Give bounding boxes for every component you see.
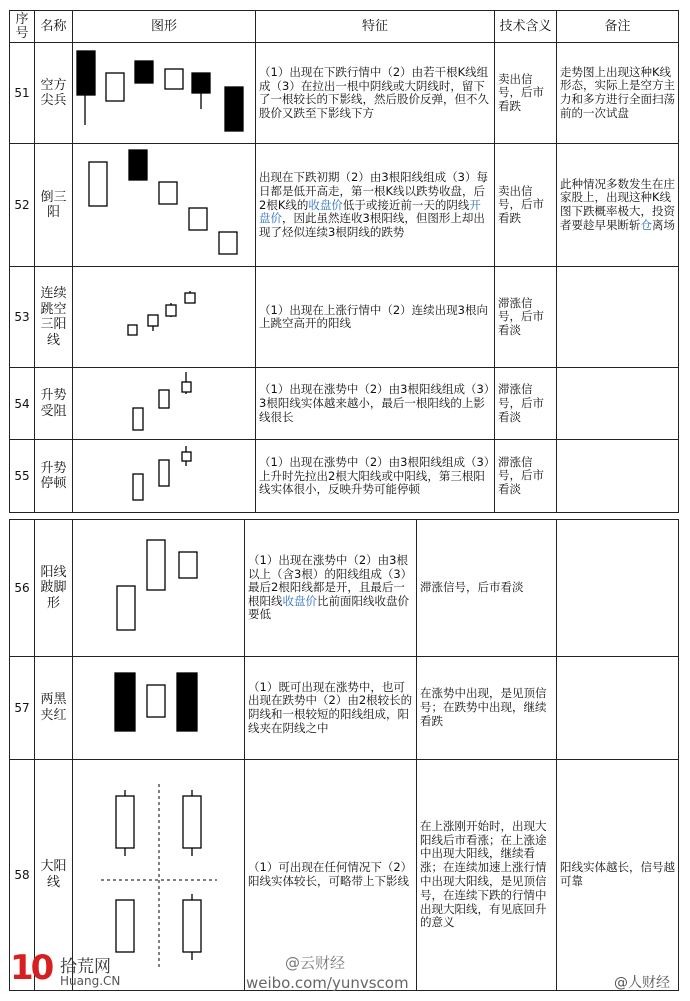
- row-num: 53: [10, 267, 35, 368]
- table-row: [10, 657, 679, 760]
- header-note: 备注: [557, 11, 679, 43]
- site-logo-name: 拾荒网: [60, 957, 111, 977]
- table-row: [10, 267, 679, 368]
- row-num: 57: [10, 657, 35, 760]
- row-feature: （1）既可出现在涨势中，也可出现在跌势中（2）由2根较长的阴线和一根较短的阳线组成，阳线夹在阴线之中: [245, 657, 417, 760]
- feature-text: ，因此虽然连收3根阳线，但图形上却出现了烃似连续3根阴线的跌势: [259, 211, 485, 239]
- row-note: [557, 267, 679, 368]
- kline-table-top: [9, 10, 679, 513]
- row-feature: [256, 144, 495, 267]
- feature-text: 比前面阳线收盘价要低: [248, 593, 409, 622]
- header-feature: 特征: [256, 11, 495, 43]
- table-row: [10, 520, 679, 657]
- weibo-url: weibo.com/yunvscom: [246, 974, 409, 992]
- table-row: [10, 43, 679, 144]
- row-name: 大阳线: [35, 760, 73, 991]
- header-num: 序号: [10, 11, 35, 43]
- note-text: 离场: [652, 218, 675, 233]
- corner-watermark: @人财经: [614, 975, 670, 991]
- link-close-price[interactable]: 收盘价: [282, 593, 317, 608]
- row-note: [557, 520, 679, 657]
- row-name: 空方尖兵: [35, 43, 73, 144]
- row-tech: 滞涨信号，后市看淡: [495, 440, 557, 513]
- row-name: 升势受阻: [35, 368, 73, 440]
- table-row: [10, 440, 679, 513]
- row-note: [557, 144, 679, 267]
- note-text: 此种情况多数发生在庄家股上，出现这种K线图下跌概率极大，投资者要趁早果断斩: [560, 176, 675, 233]
- weibo-handle: @云财经: [285, 954, 346, 972]
- row-num: 51: [10, 43, 35, 144]
- pattern-figure: [73, 657, 245, 760]
- pattern-figure: [73, 267, 256, 368]
- row-tech: 滞涨信号，后市看淡: [495, 267, 557, 368]
- row-note: 走势图上出现这种K线形态，实际上是空方主力和多方进行全面扫荡前的一次试盘: [557, 43, 679, 144]
- row-note: 阳线实体越长，信号越可靠: [557, 760, 679, 991]
- pattern-figure: [73, 440, 256, 513]
- row-name: 两黑夹红: [35, 657, 73, 760]
- row-num: 58: [10, 760, 35, 991]
- row-tech: 滞涨信号，后市看淡: [417, 520, 557, 657]
- candlestick-figure: [73, 43, 256, 143]
- row-tech: 卖出信号，后市看跌: [495, 144, 557, 267]
- candlestick-figure: [73, 267, 256, 367]
- row-feature: [245, 520, 417, 657]
- header-figure: 图形: [73, 11, 256, 43]
- table-row: [10, 368, 679, 440]
- pattern-figure: [73, 43, 256, 144]
- row-feature: （1）出现在下跌行情中（2）由若干根K线组成（3）在拉出一根中阴线或大阴线时，留下了一根较长的下影线，然后股价反弹，但不久股价又跌至下影线下方: [256, 43, 495, 144]
- row-tech: 卖出信号，后市看跌: [495, 43, 557, 144]
- row-feature: （1）出现在涨势中（2）由3根阳线组成（3）3根阳线实体越来越小，最后一根阳线的上影线很长: [256, 368, 495, 440]
- candlestick-figure: [73, 520, 245, 656]
- feature-text: 出现在下跌初期（2）由3根阳线组成（3）每日都是低开高走，第一根K线以跌势收盘，后2根K线的: [259, 170, 488, 212]
- header-name: 名称: [35, 11, 73, 43]
- candlestick-figure: [73, 368, 256, 439]
- row-num: 54: [10, 368, 35, 440]
- row-note: [557, 368, 679, 440]
- candlestick-figure: [73, 144, 256, 266]
- row-tech: 滞涨信号，后市看淡: [495, 368, 557, 440]
- table-row: [10, 144, 679, 267]
- kline-table-bottom: [9, 519, 679, 991]
- candlestick-figure: [73, 440, 256, 512]
- feature-text: 低于或接近前一天的阴线: [342, 197, 470, 212]
- row-tech: 在涨势中出现，是见顶信号；在跌势中出现，继续看跌: [417, 657, 557, 760]
- row-feature: （1）出现在上涨行情中（2）连续出现3根向上跳空高开的阳线: [256, 267, 495, 368]
- row-name: 阳线跛脚形: [35, 520, 73, 657]
- row-name: 倒三阳: [35, 144, 73, 267]
- link-position[interactable]: 仓: [640, 218, 652, 233]
- table-header: [10, 11, 679, 43]
- link-open-price[interactable]: 开盘价: [259, 197, 481, 226]
- site-logo: 10: [10, 948, 52, 988]
- link-close-price[interactable]: 收盘价: [308, 197, 343, 212]
- feature-text: （1）出现在涨势中（2）由3根以上（含3根）的阳线组成（3）最后2根阳线都是开，且最后一根阳线: [248, 553, 413, 608]
- pattern-figure: [73, 368, 256, 440]
- site-logo-domain: Huang.CN: [60, 974, 121, 988]
- row-num: 52: [10, 144, 35, 267]
- candlestick-figure: [73, 657, 245, 759]
- row-feature: （1）可出现在任何情况下（2）阳线实体较长，可略带上下影线: [245, 760, 417, 991]
- pattern-figure: [73, 520, 245, 657]
- row-num: 55: [10, 440, 35, 513]
- row-num: 56: [10, 520, 35, 657]
- row-feature: （1）出现在涨势中（2）由3根阳线组成（3）上升时先拉出2根大阳线或中阳线，第三根阳线实体很小，反映升势可能停顿: [256, 440, 495, 513]
- row-name: 升势停顿: [35, 440, 73, 513]
- header-tech: 技术含义: [495, 11, 557, 43]
- row-note: [557, 440, 679, 513]
- row-note: [557, 657, 679, 760]
- row-name: 连续跳空三阳线: [35, 267, 73, 368]
- row-tech: 在上涨刚开始时，出现大阳线后市看涨；在上涨途中出现大阳线，继续看涨；在连续加速上涨行情中出现大阳线，是见顶信号，在连续下跌的行情中出现大阳线，有见底回升的意义: [417, 760, 557, 991]
- pattern-figure: [73, 144, 256, 267]
